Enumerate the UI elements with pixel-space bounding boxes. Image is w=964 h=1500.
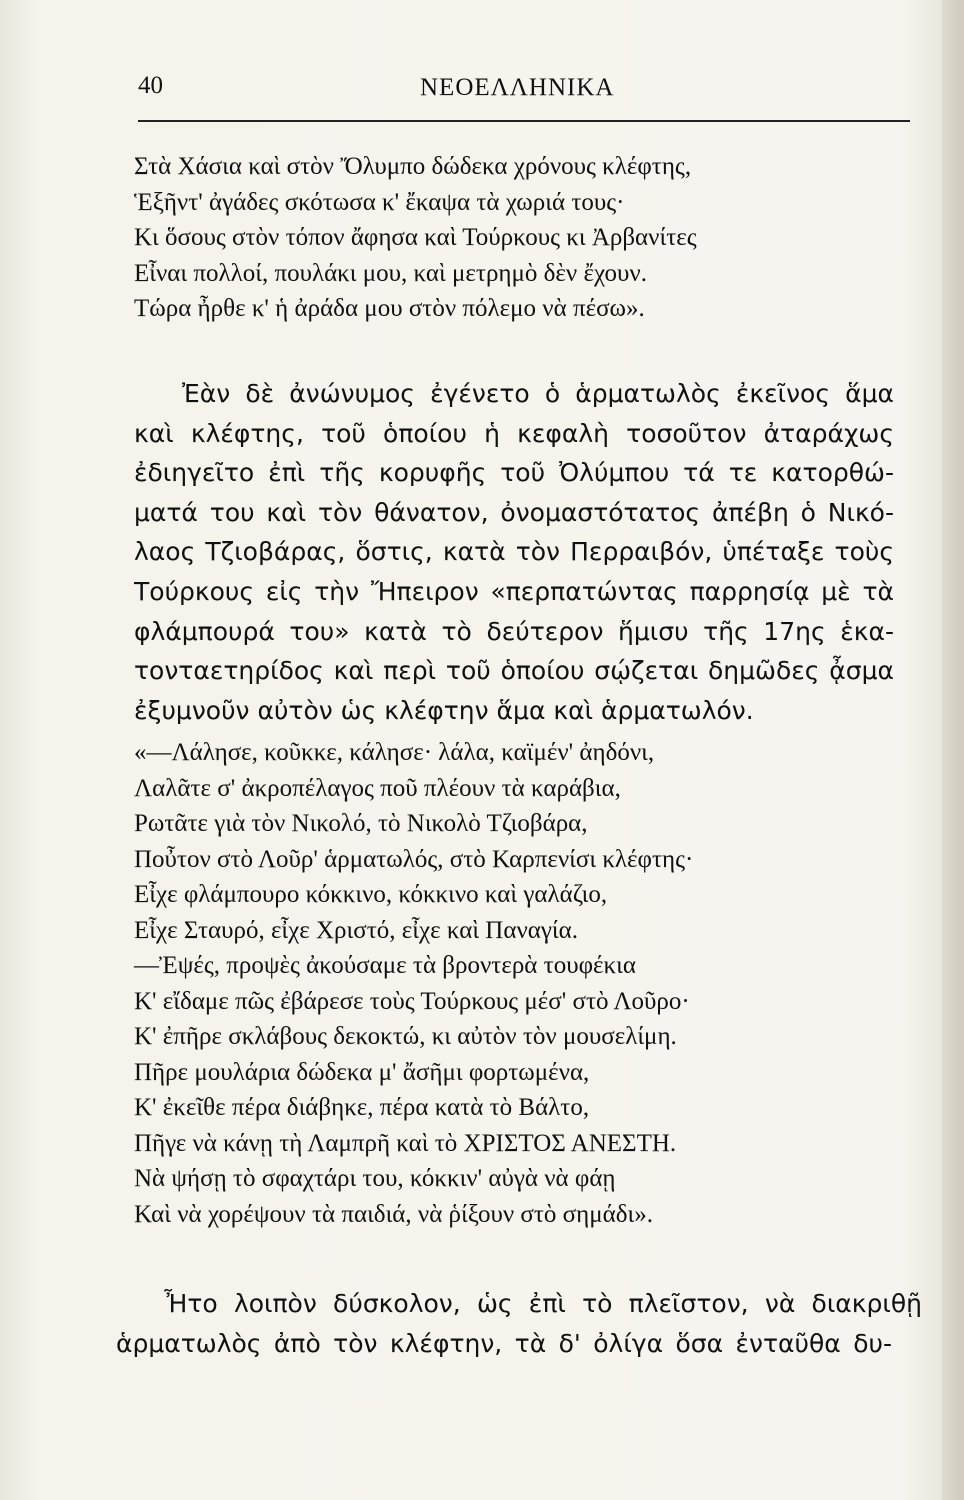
prose-paragraph-main [134, 374, 894, 730]
verse-line: Ρωτᾶτε γιὰ τὸν Νικολό, τὸ Νικολὸ Τζιοβάρα, [134, 810, 588, 837]
page-header [138, 72, 908, 112]
prose-line: φλάμπουρά του» κατὰ τὸ δεύτερον ἥμισυ τῆς 17ης ἑκα- [134, 616, 894, 646]
verse-line: Ἑξῆντ' ἀγάδες σκότωσα κ' ἔκαψα τὰ χωριά τους· [134, 188, 625, 216]
prose-line: λαος Τζιοβάρας, ὅστις, κατὰ τὸν Περραιβόν, ὑπέταξε τοὺς [134, 537, 894, 567]
prose-line: Ἦτο λοιπὸν δύσκολον, ὡς ἐπὶ τὸ πλεῖστον, νὰ διακριθῇ [164, 1289, 922, 1318]
verse-line: Πῆγε νὰ κάνῃ τὴ Λαμπρῆ καὶ τὸ ΧΡΙΣΤΟΣ ΑΝΕΣΤΗ. [134, 1129, 677, 1157]
verse-line: Στὰ Χάσια καὶ στὸν Ὄλυμπο δώδεκα χρόνους κλέφτης, [134, 153, 692, 180]
verse-line: Κι ὅσους στὸν τόπον ἄφησα καὶ Τούρκους κι Ἀρβανίτες [134, 224, 697, 252]
prose-line: Τούρκους εἰς τὴν Ἤπειρον «περπατώντας παρρησίᾳ μὲ τὰ [134, 576, 894, 606]
verse-line: Κ' εἴδαμε πῶς ἐβάρεσε τοὺς Τούρκους μέσ' στὸ Λοῦρο· [134, 987, 690, 1015]
verse-line: Πῆρε μουλάρια δώδεκα μ' ἄσῆμι φορτωμένα, [134, 1058, 590, 1086]
verse-block-song [134, 735, 693, 1232]
prose-line: καὶ κλέφτης, τοῦ ὁποίου ἡ κεφαλὴ τοσοῦτον ἀταράχως [134, 418, 894, 448]
verse-line: «—Λάλησε, κοῦκκε, κάλησε· λάλα, καϊμέν' ἀηδόνι, [134, 739, 655, 766]
prose-line: ἐξυμνοῦν αὐτὸν ὡς κλέφτην ἅμα καὶ ἁρματωλόν. [134, 695, 754, 725]
prose-line: ματά του καὶ τὸν θάνατον, ὀνομαστότατος ἀπέβη ὁ Νικό- [134, 497, 894, 527]
prose-line: ἁρματωλὸς ἀπὸ τὸν κλέφτην, τὰ δ' ὀλίγα ὅσα ἐνταῦθα δυ- [116, 1329, 892, 1358]
verse-line: Κ' ἐπῆρε σκλάβους δεκοκτώ, κι αὐτὸν τὸν μουσελίμη. [134, 1023, 677, 1050]
verse-line: Εἶχε Σταυρό, εἶχε Χριστό, εἶχε καὶ Παναγία. [134, 916, 578, 944]
running-head: ΝΕΟΕΛΛΗΝΙΚΑ [420, 74, 615, 101]
verse-line: —Ἐψές, προψὲς ἀκούσαμε τὰ βροντερὰ τουφέκια [134, 952, 636, 979]
verse-block-top [134, 149, 697, 327]
prose-paragraph-end [116, 1284, 922, 1364]
verse-line: Ποὖτον στὸ Λοῦρ' ἁρματωλός, στὸ Καρπενίσι κλέφτης· [134, 845, 694, 873]
verse-line: Λαλᾶτε σ' ἀκροπέλαγος ποῦ πλέουν τὰ καράβια, [134, 774, 621, 802]
verse-line: Κ' ἐκεῖθε πέρα διάβηκε, πέρα κατὰ τὸ Βάλτο, [134, 1094, 590, 1121]
verse-line: Τώρα ἦρθε κ' ἡ ἀράδα μου στὸν πόλεμο νὰ πέσω». [134, 295, 645, 323]
verse-line: Εἶναι πολλοί, πουλάκι μου, καὶ μετρημὸ δὲν ἔχουν. [134, 259, 647, 287]
prose-line: Ἐὰν δὲ ἀνώνυμος ἐγένετο ὁ ἁρματωλὸς ἐκεῖνος ἅμα [182, 379, 894, 408]
header-rule [138, 120, 910, 122]
page-number: 40 [138, 72, 163, 99]
prose-line: ἐδιηγεῖτο ἐπὶ τῆς κορυφῆς τοῦ Ὀλύμπου τά τε κατορθώ- [134, 458, 894, 488]
verse-line: Νὰ ψήσῃ τὸ σφαχτάρι του, κόκκιν' αὐγὰ νὰ φάῃ [134, 1165, 616, 1192]
page-edge [942, 0, 964, 1500]
verse-line: Καὶ νὰ χορέψουν τὰ παιδιά, νὰ ῥίξουν στὸ σημάδι». [134, 1200, 653, 1228]
prose-line: τονταετηρίδος καὶ περὶ τοῦ ὁποίου σῴζεται δημῶδες ᾆσμα [134, 656, 894, 686]
verse-line: Εἶχε φλάμπουρο κόκκινο, κόκκινο καὶ γαλάζιο, [134, 881, 608, 908]
